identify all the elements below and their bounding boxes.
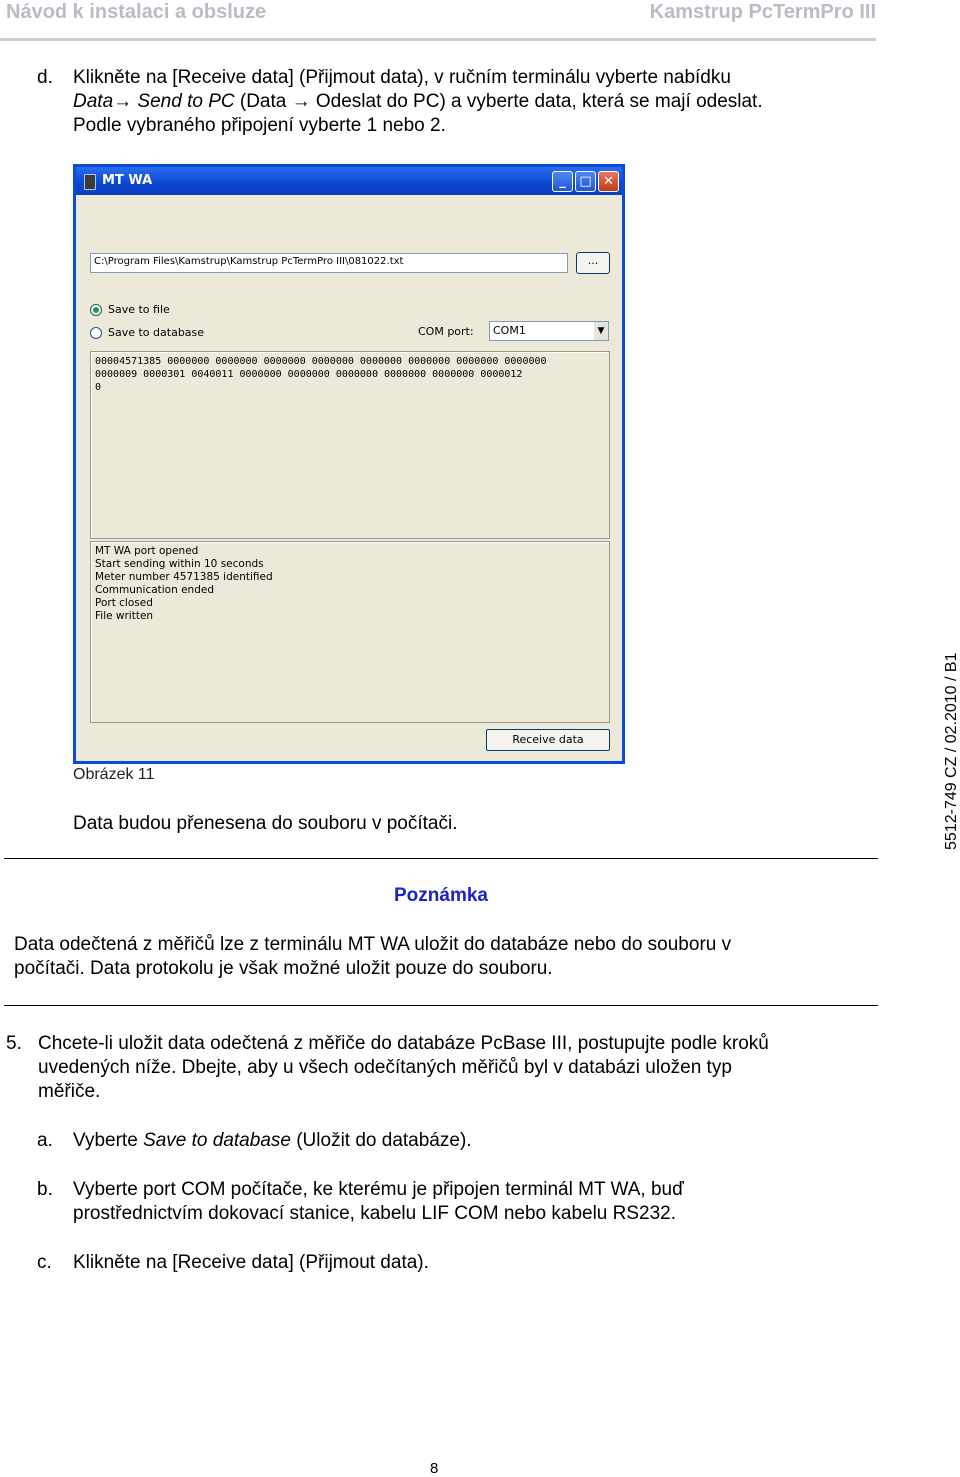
chevron-down-icon[interactable]: ▼ bbox=[594, 322, 608, 340]
note-bottom-rule bbox=[4, 1005, 878, 1006]
com-port-value: COM1 bbox=[493, 324, 526, 337]
step-5-text bbox=[38, 1032, 898, 1104]
log-line: Port closed bbox=[95, 597, 153, 609]
step-d-line2 bbox=[73, 90, 873, 114]
data-line: 00004571385 0000000 0000000 0000000 0000000 0000000 0000000 0000000 0000000 bbox=[95, 356, 547, 367]
save-to-database-radio[interactable] bbox=[90, 327, 102, 339]
step-5-line2: uvedených níže. Dbejte, aby u všech odečítaných měřičů byl v databázi uložen typ bbox=[38, 1057, 732, 1078]
note-title: Poznámka bbox=[394, 885, 488, 906]
com-port-select[interactable] bbox=[489, 321, 609, 341]
save-to-database-label: Save to database bbox=[108, 326, 205, 339]
minimize-button[interactable]: _ bbox=[552, 171, 573, 192]
step-b-line1: Vyberte port COM počítače, ke kterému je připojen terminál MT WA, buď bbox=[73, 1179, 684, 1200]
step-c-text: Klikněte na [Receive data] (Přijmout data). bbox=[73, 1252, 429, 1273]
data-line: 0 bbox=[95, 382, 102, 393]
note-line2: počítači. Data protokolu je však možné uložit pouze do souboru. bbox=[14, 958, 553, 979]
com-port-label: COM port: bbox=[418, 325, 474, 338]
step-d-line2-rest: (Data → Odeslat do PC) a vyberte data, která se mají odeslat. bbox=[234, 91, 763, 112]
step-d-line1: Klikněte na [Receive data] (Přijmout data), v ručním terminálu vyberte nabídku bbox=[73, 67, 731, 88]
maximize-button[interactable]: □ bbox=[575, 171, 596, 192]
after-figure-text: Data budou přenesena do souboru v počítači. bbox=[73, 813, 458, 834]
step-a-option: Save to database bbox=[143, 1130, 291, 1151]
note-top-rule bbox=[4, 858, 878, 859]
step-d-line3: Podle vybraného připojení vyberte 1 nebo 2. bbox=[73, 115, 446, 136]
header-product: Kamstrup PcTermPro III bbox=[649, 1, 876, 23]
figure-caption: Obrázek 11 bbox=[73, 766, 155, 783]
step-c-marker: c. bbox=[37, 1252, 52, 1273]
log-line: File written bbox=[95, 610, 154, 622]
header-divider bbox=[0, 38, 876, 41]
log-line: Communication ended bbox=[95, 584, 215, 596]
step-d-menu-path: Data→ Send to PC bbox=[73, 91, 235, 112]
header-title: Návod k instalaci a obsluze bbox=[6, 1, 267, 23]
step-d-marker: d. bbox=[37, 67, 53, 88]
step-d-text bbox=[73, 66, 873, 138]
log-line: Start sending within 10 seconds bbox=[95, 558, 264, 570]
step-b-text bbox=[73, 1178, 873, 1226]
browse-button[interactable]: ... bbox=[576, 252, 610, 274]
data-line: 0000009 0000301 0040011 0000000 0000000 0000000 0000000 0000000 0000012 bbox=[95, 369, 523, 380]
mt-wa-window bbox=[73, 164, 625, 764]
step-5-line3: měřiče. bbox=[38, 1081, 101, 1102]
save-to-file-radio[interactable] bbox=[90, 304, 102, 316]
save-to-file-label: Save to file bbox=[108, 303, 170, 316]
step-b-line2: prostřednictvím dokovací stanice, kabelu LIF COM nebo kabelu RS232. bbox=[73, 1203, 677, 1224]
close-button[interactable]: ✕ bbox=[598, 171, 619, 192]
step-5-marker: 5. bbox=[6, 1033, 22, 1054]
app-icon bbox=[84, 174, 96, 190]
log-panel[interactable] bbox=[90, 541, 610, 723]
step-a-marker: a. bbox=[37, 1130, 53, 1151]
window-titlebar bbox=[76, 167, 622, 195]
data-output-panel[interactable] bbox=[90, 351, 610, 539]
log-line: MT WA port opened bbox=[95, 545, 199, 557]
step-a-text bbox=[73, 1129, 472, 1153]
document-code: 5512-749 CZ / 02.2010 / B1 bbox=[943, 652, 960, 850]
step-a-post: (Uložit do databáze). bbox=[290, 1130, 472, 1151]
step-5-line1: Chcete-li uložit data odečtená z měřiče do databáze PcBase III, postupujte podle kroků bbox=[38, 1033, 769, 1054]
page-number: 8 bbox=[430, 1460, 439, 1477]
step-a-pre: Vyberte bbox=[73, 1130, 144, 1151]
log-line: Meter number 4571385 identified bbox=[95, 571, 273, 583]
note-text bbox=[14, 933, 874, 981]
step-b-marker: b. bbox=[37, 1179, 53, 1200]
file-path-input[interactable]: C:\Program Files\Kamstrup\Kamstrup PcTermPro III\081022.txt bbox=[90, 253, 568, 273]
receive-data-button[interactable]: Receive data bbox=[486, 729, 610, 751]
note-line1: Data odečtená z měřičů lze z terminálu MT WA uložit do databáze nebo do souboru v bbox=[14, 934, 732, 955]
window-title: MT WA bbox=[102, 173, 153, 188]
